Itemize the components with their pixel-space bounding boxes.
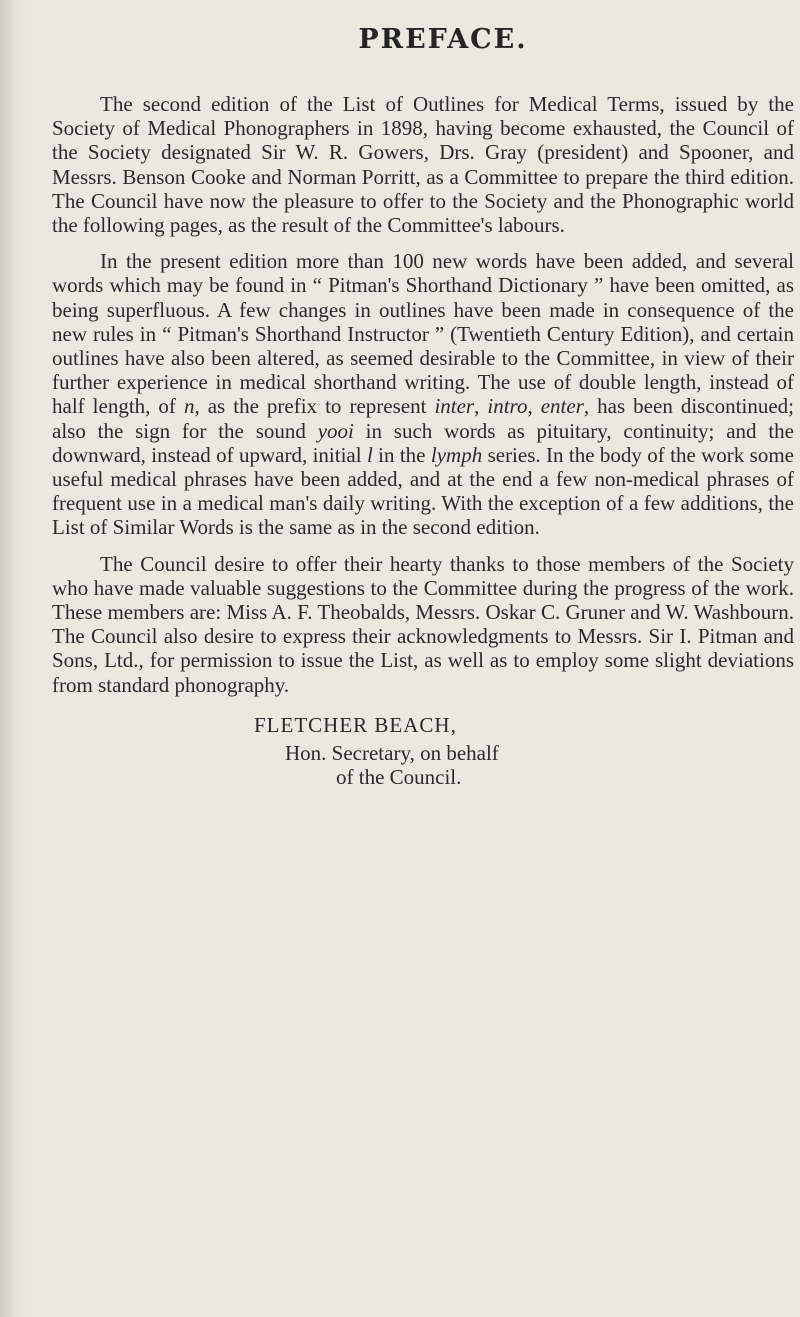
page-title: PREFACE. xyxy=(358,24,528,55)
signature-role-line2: of the Council. xyxy=(336,764,462,789)
text-run: in the xyxy=(372,442,431,467)
signature-name: FLETCHER BEACH, xyxy=(254,712,457,737)
signature-role-line1: Hon. Secretary, on behalf xyxy=(285,740,499,765)
text-run: , has been discontinued; also the sign for the sound xyxy=(52,394,794,443)
italic-term-inter: inter xyxy=(434,394,475,419)
paragraph-present-edition-changes: In the present edition more than 100 new words have been added, and several words which may be found in “ Pitman's Shorthand Dictionary ” have been omitted, as being superfluous. A few changes in outlines have been made in consequence of the new rules in “ Pitman's Shorthand Instructor ” (Twentieth Century Edition), and certain outlines have also been altered, as seemed desirable to the Committee, in view of their further experience in medical shorthand writing. The use of double length, instead of half length, of n, as the prefix to represent inter, intro, enter, has been discontinued; also the sign for the sound yooi in such words as pituitary, continuity; and the downward, instead of upward, initial l in the lymph series. In the body of the work some useful medical phrases have been added, and at the end a few non-medical phrases of frequent use in a medical man's daily writing. With the exception of a few additions, the List of Similar Words is the same as in the second edition. xyxy=(52,249,794,540)
paragraph-acknowledgments: The Council desire to offer their hearty thanks to those members of the Society who have made valuable suggestions to the Committee during the progress of the work. These members are: Miss A. F. Theobalds, Messrs. Oskar C. Gruner and W. Washbourn. The Council also desire to express their acknowledgments to Messrs. Sir I. Pitman and Sons, Ltd., for permission to issue the List, as well as to employ some slight deviations from standard phonography. xyxy=(52,551,794,697)
paragraph-edition-history: The second edition of the List of Outlines for Medical Terms, issued by the Society of Medical Phonographers in 1898, having become exhausted, the Council of the Society designated Sir W. R. Gowers, Drs. Gray (president) and Spooner, and Messrs. Benson Cooke and Norman Porritt, as a Committee to prepare the third edition. The Council have now the pleasure to offer to the Society and the Phonographic world the following pages, as the result of the Committee's labours. xyxy=(52,92,794,238)
italic-term-l: l xyxy=(366,442,373,467)
text-run: series. In the body of the work some useful medical phrases have been added, and at the end a few non-medical phrases of frequent use in a medical man's daily writing. With the exception of a few additions, the List of Similar Words is the same as in the second edition. xyxy=(52,442,794,540)
italic-term-intro: intro xyxy=(487,394,528,419)
page-content xyxy=(52,22,794,789)
italic-term-enter: enter xyxy=(540,394,584,419)
italic-term-yooi: yooi xyxy=(317,418,354,443)
page-spine-shadow xyxy=(0,0,14,1317)
text-run: in such words as pituitary, continuity; and the downward, instead of upward, initial xyxy=(52,418,794,467)
text-run: , as the prefix to represent xyxy=(194,394,435,419)
italic-term-lymph: lymph xyxy=(430,442,483,467)
italic-term-n: n xyxy=(183,394,195,419)
text-run: In the present edition more than 100 new words have been added, and several words which may be found in “ Pitman's Shorthand Dictionary ” have been omitted, as being superfluous. A few changes in outlines have been made in consequence of the new rules in “ Pitman's Shorthand Instructor ” (Twentieth Century Edition), and certain outlines have also been altered, as seemed desirable to the Committee, in view of their further experience in medical shorthand writing. The use of double length, instead of half length, of xyxy=(52,249,794,419)
